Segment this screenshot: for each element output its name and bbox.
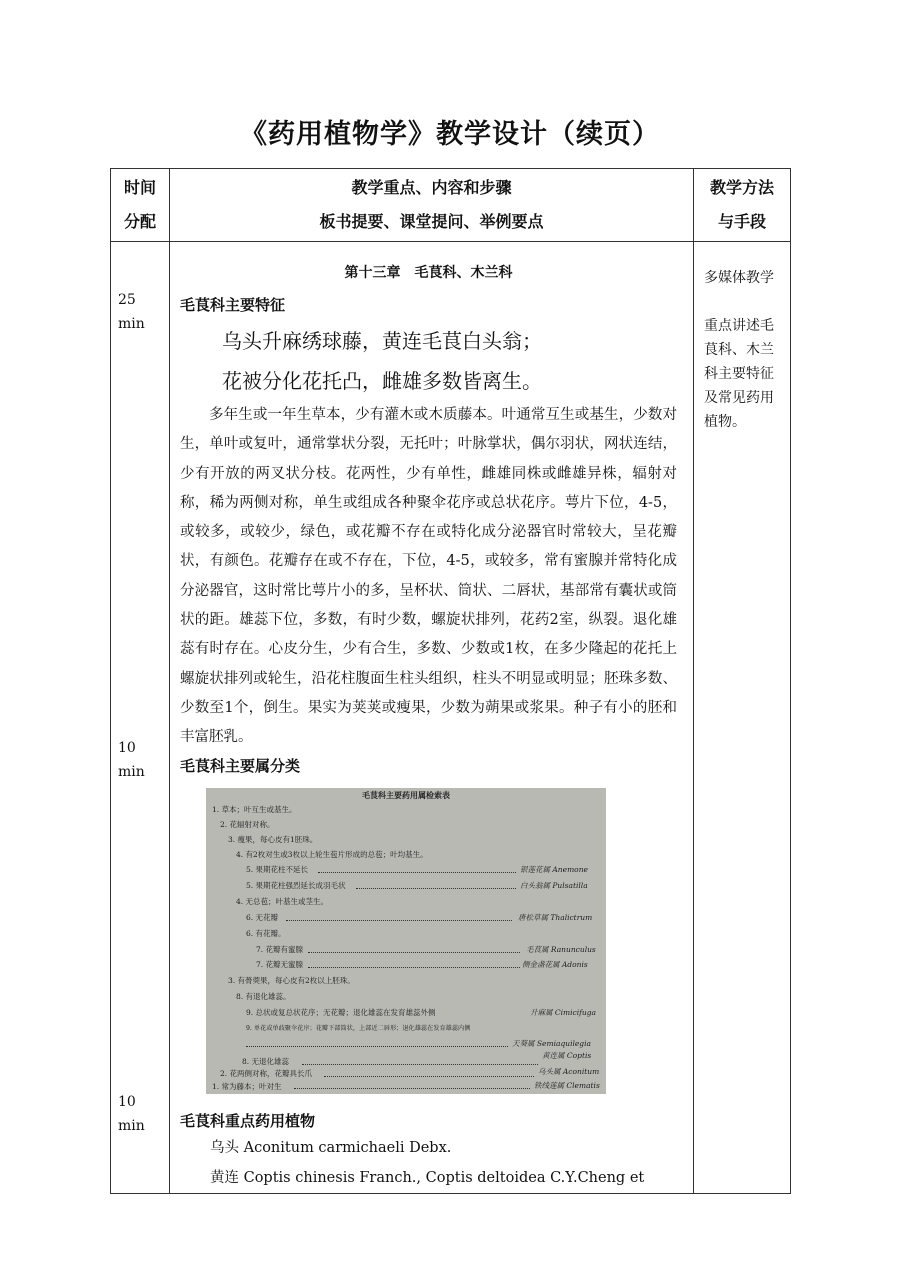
key-line: 3. 瘦果，每心皮有1胚珠。 (228, 834, 318, 844)
genus-label: 唐松草属 Thalictrum (518, 912, 593, 922)
lesson-table (110, 168, 791, 1194)
header-method-line1: 教学方法 (709, 178, 774, 197)
genera-key-figure (206, 788, 606, 1094)
header-method-line2: 与手段 (717, 212, 766, 231)
time-number: 10 (118, 740, 136, 756)
key-line: 7. 花瓣无蜜腺 (256, 959, 304, 969)
genus-label: 黄连属 Coptis (542, 1050, 592, 1060)
header-content-line1: 教学重点、内容和步骤 (351, 178, 512, 197)
section-heading-genera: 毛茛科主要属分类 (180, 756, 301, 775)
table-header-row (111, 169, 791, 242)
key-line: 4. 有2枚对生或3枚以上轮生苞片形成的总苞；叶均基生。 (236, 849, 428, 859)
leader-dots (294, 1088, 530, 1089)
time-number: 10 (118, 1094, 136, 1110)
leader-dots (356, 888, 516, 889)
time-mark (118, 736, 145, 784)
time-unit: min (118, 764, 145, 780)
content-cell (170, 242, 694, 1194)
genus-label: 毛茛属 Ranunculus (526, 944, 596, 954)
header-method (694, 169, 791, 242)
leader-dots (308, 967, 520, 968)
method-line-2: 重点讲述毛茛科、木兰科主要特征及常见药用植物。 (704, 318, 774, 430)
plant-entry: 黄连 Coptis chinesis Franch., Coptis deltoidea C.Y.Cheng et (210, 1169, 645, 1186)
genus-label: 升麻属 Cimicifuga (530, 1007, 597, 1017)
time-cell (111, 242, 170, 1194)
section-heading-features: 毛茛科主要特征 (180, 296, 286, 314)
key-line: 9. 单花或单歧聚伞花序；花瓣下部筒状，上部近二唇形；退化雄蕊在发育雄蕊内侧 (246, 1024, 471, 1032)
key-line: 1. 草本；叶互生或基生。 (212, 804, 297, 814)
time-number: 25 (118, 292, 136, 308)
time-mark (118, 1090, 145, 1138)
key-line: 8. 有退化雄蕊。 (236, 991, 291, 1001)
header-time-line1: 时间 (123, 178, 156, 197)
table-body-row (111, 242, 791, 1194)
figure-title: 毛茛科主要药用属检索表 (362, 789, 450, 800)
leader-dots (286, 920, 512, 921)
feature-paragraph: 多年生或一年生草本，少有灌木或木质藤本。叶通常互生或基生，少数对生，单叶或复叶，通常掌状分裂，无托叶；叶脉掌状，偶尔羽状，网状连结，少有开放的两叉状分枝。花两性，少有单性，雌雄同株或雌雄异株，辐射对称，稀为两侧对称，单生或组成各种聚伞花序或总状花序。萼片下位，4-5，或较多，或较少，绿色，或花瓣不存在或特化成分泌器官时常较大，呈花瓣状，有颜色。花瓣存在或不存在，下位，4-5，或较多，常有蜜腺并常特化成分泌器官，这时常比萼片小的多，呈杯状、筒状、二唇状，基部常有囊状或筒状的距。雄蕊下位，多数，有时少数，螺旋状排列，花药2室，纵裂。退化雄蕊有时存在。心皮分生，少有合生，多数、少数或1枚，在多少隆起的花托上螺旋状排列或轮生，沿花柱腹面生柱头组织，柱头不明显或明显；胚珠多数、少数至1个，倒生。果实为荚荚或瘦果，少数为蒴果或浆果。种子有小的胚和丰富胚乳。 (180, 407, 677, 746)
leader-dots (308, 952, 520, 953)
method-cell (694, 242, 791, 1194)
key-line: 8. 无退化雄蕊 (242, 1056, 290, 1066)
method-line-1: 多媒体教学 (704, 270, 774, 286)
key-line: 1. 常为藤本；叶对生 (212, 1081, 282, 1091)
plant-entry: 乌头 Aconitum carmichaeli Debx. (210, 1139, 452, 1156)
verse-line-2: 花被分化花托凸，雌雄多数皆离生。 (222, 369, 542, 393)
genus-label: 乌头属 Aconitum (538, 1066, 600, 1076)
key-line: 5. 果期花柱强烈延长成羽毛状 (246, 880, 346, 890)
key-line: 9. 总状或复总状花序；无花瓣；退化雄蕊在发育雄蕊外侧 (246, 1007, 436, 1017)
leader-dots (246, 1046, 508, 1047)
page-title: 《药用植物学》教学设计（续页） (240, 119, 660, 150)
key-line: 2. 花两侧对称，花瓣具长爪 (220, 1068, 313, 1078)
genus-label: 铁线莲属 Clematis (534, 1080, 600, 1090)
key-line: 5. 果期花柱不延长 (246, 864, 309, 874)
key-line: 2. 花辐射对称。 (220, 819, 275, 829)
genus-label: 天葵属 Semiaquilegia (512, 1038, 591, 1048)
genus-label: 银莲花属 Anemone (520, 864, 588, 874)
key-line: 6. 无花瓣 (246, 912, 279, 922)
key-line: 3. 有蓇葖果，每心皮有2枚以上胚珠。 (228, 975, 355, 985)
genus-label: 白头翁属 Pulsatilla (520, 880, 588, 890)
key-line: 4. 无总苞；叶基生或茎生。 (236, 896, 329, 906)
verse-line-1: 乌头升麻绣球藤，黄连毛茛白头翁； (222, 329, 542, 353)
key-line: 7. 花瓣有蜜腺 (256, 944, 304, 954)
section-heading-plants: 毛茛科重点药用植物 (180, 1111, 316, 1130)
time-unit: min (118, 1118, 145, 1134)
header-content-line2: 板书提要、课堂提问、举例要点 (319, 212, 544, 231)
leader-dots (302, 1064, 538, 1065)
header-time (111, 169, 170, 242)
genus-label: 侧金盏花属 Adonis (522, 959, 588, 969)
chapter-title: 第十三章 毛茛科、木兰科 (344, 265, 513, 281)
key-line: 6. 有花瓣。 (246, 928, 286, 938)
leader-dots (318, 872, 516, 873)
time-unit: min (118, 316, 145, 332)
leader-dots (324, 1076, 534, 1077)
time-mark (118, 288, 145, 336)
header-time-line2: 分配 (123, 212, 156, 231)
header-content (170, 169, 694, 242)
